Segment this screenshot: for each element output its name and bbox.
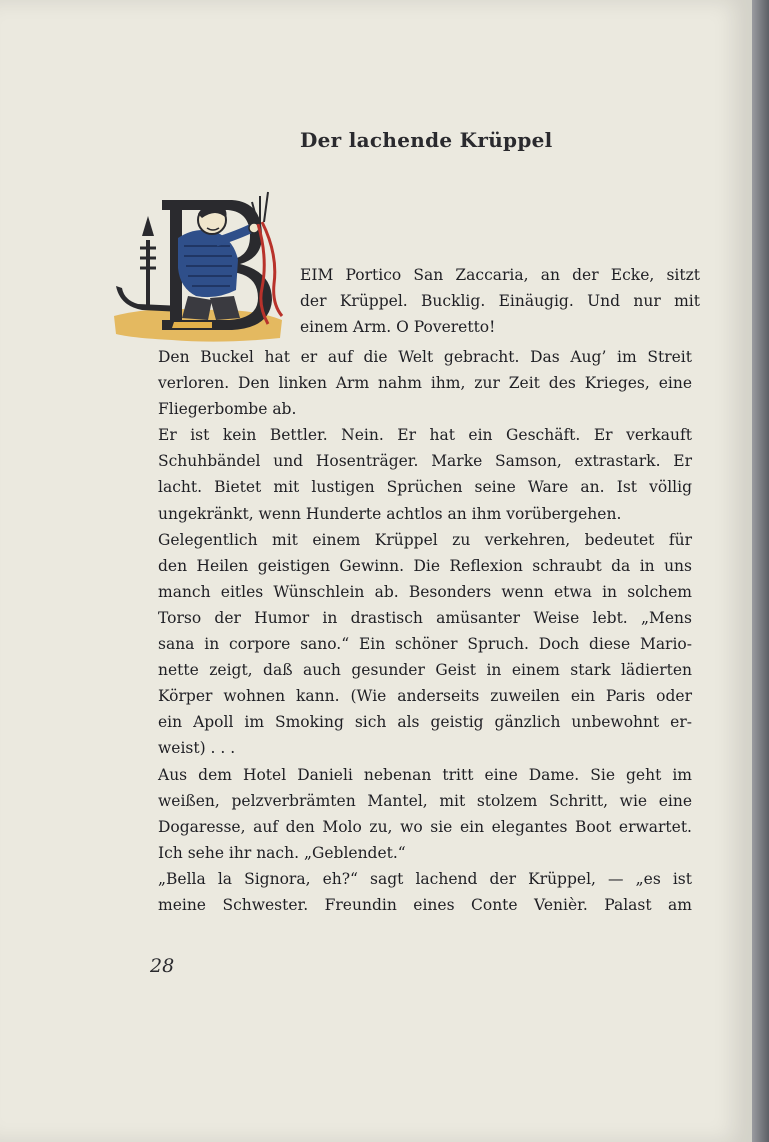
page-number: 28 [150,955,175,977]
text-line: Gelegentlich mit einem Krüppel zu verkehren, bedeutet für [158,530,692,549]
text-line: Torso der Humor in drastisch amüsanter Weise lebt. „Mens [158,608,692,627]
book-edge [752,0,769,1142]
text-line: ein Apoll im Smoking sich als geistig gänzlich unbewohnt er- [158,713,692,732]
lead-line-2: der Krüppel. Bucklig. Einäugig. Und nur mit [300,292,700,310]
text-line: Dogaresse, auf den Molo zu, wo sie ein elegantes Boot erwartet. [158,817,692,836]
text-line: lacht. Bietet mit lustigen Sprüchen seine Ware an. Ist völlig [158,478,692,497]
text-line: Fliegerbombe ab. [158,400,297,419]
text-line: weist) . . . [158,739,236,758]
body-text [158,344,692,918]
text-line: nette zeigt, daß auch gesunder Geist in einem stark lädierten [158,661,692,680]
woodcut-initial-illustration [112,188,292,343]
text-line: Aus dem Hotel Danieli nebenan tritt eine Dame. Sie geht im [158,765,692,784]
text-line: sana in corpore sano.“ Ein schöner Spruch. Doch diese Mario- [158,635,692,654]
text-line: Ich sehe ihr nach. „Geblendet.“ [158,843,406,862]
text-line: Er ist kein Bettler. Nein. Er hat ein Geschäft. Er verkauft [158,426,692,445]
text-line: „Bella la Signora, eh?“ sagt lachend der Krüppel, — „es ist [158,869,692,888]
text-line: manch eitles Wünschlein ab. Besonders wenn etwa in solchem [158,582,692,601]
lead-line-1: EIM Portico San Zaccaria, an der Ecke, sitzt [300,266,700,284]
text-line: ungekränkt, wenn Hunderte achtlos an ihm vorübergehen. [158,504,622,523]
text-line: Körper wohnen kann. (Wie anderseits zuweilen ein Paris oder [158,687,692,706]
text-line: Schuhbändel und Hosenträger. Marke Samson, extrastark. Er [158,452,692,471]
text-line: verloren. Den linken Arm nahm ihm, zur Zeit des Krieges, eine [158,374,692,393]
chapter-title: Der lachende Krüppel [300,128,553,152]
text-line: meine Schwester. Freundin eines Conte Venièr. Palast am [158,895,692,914]
text-line: Den Buckel hat er auf die Welt gebracht. Das Aug’ im Streit [158,348,692,366]
text-line: weißen, pelzverbrämten Mantel, mit stolzem Schritt, wie eine [158,791,692,810]
text-line: den Heilen geistigen Gewinn. Die Reflexion schraubt da in uns [158,556,692,575]
lead-line-3: einem Arm. O Poveretto! [300,318,496,336]
